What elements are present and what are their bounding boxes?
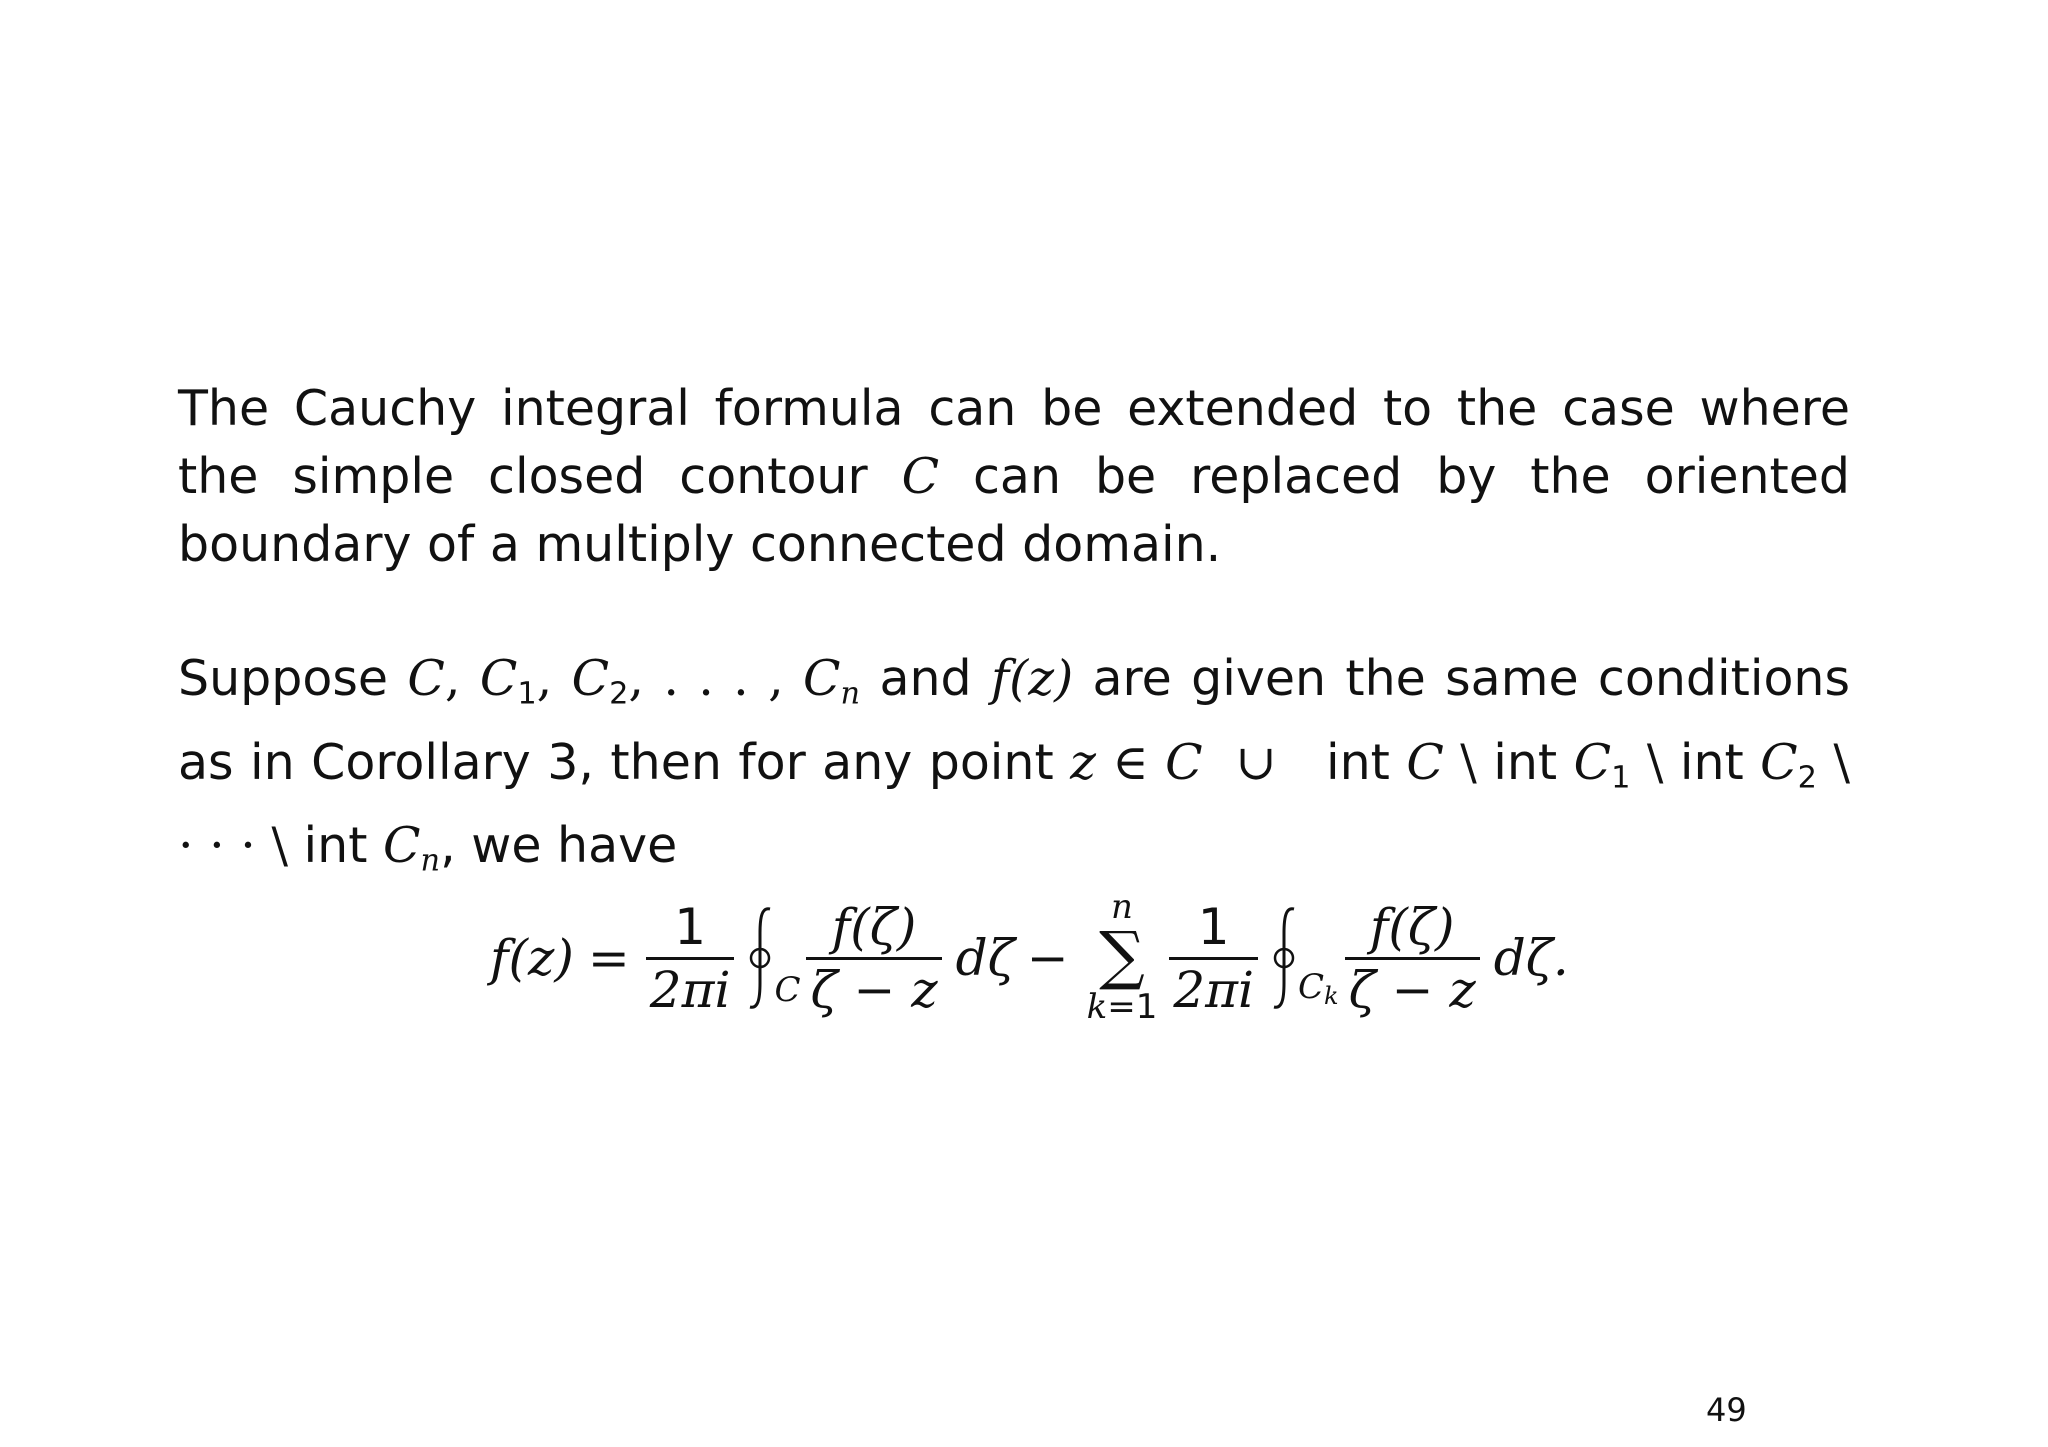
fraction-one-over-2pi-i: [1169, 897, 1258, 1020]
formula-equals: =: [587, 929, 630, 987]
formula-lhs: f(z): [490, 929, 574, 987]
math-contour-C: C: [901, 448, 940, 505]
paragraph-intro-text-1: The Cauchy integral formula can be extended to the case where the simple closed contour: [178, 380, 1850, 505]
text-int: int: [1309, 733, 1407, 791]
math-C1: [1573, 733, 1631, 795]
fraction-f-zeta-over-zeta-minus-z: [806, 897, 941, 1020]
math-C2-subscript: 2: [1797, 760, 1817, 795]
math-C2: [571, 650, 629, 712]
math-Cn: [803, 650, 861, 712]
fraction-denominator: ζ − z: [810, 960, 938, 1019]
page-number: 49: [1706, 1391, 1747, 1429]
text-we-have: , we have: [440, 817, 678, 874]
fraction-numerator: f(ζ): [831, 897, 917, 956]
fraction-numerator: 1: [674, 897, 707, 956]
text-int: int: [1679, 733, 1761, 791]
math-cup: ∪: [1202, 733, 1310, 791]
summation-sigma-icon: ∑: [1099, 919, 1145, 993]
math-C1-base: C: [1573, 733, 1612, 791]
math-Cn: [383, 817, 441, 879]
math-z-in-C: z ∈ C: [1070, 733, 1203, 791]
differential-d-zeta: dζ: [955, 929, 1015, 987]
math-Cn-subscript: n: [420, 843, 441, 879]
math-C: C: [1406, 733, 1444, 791]
fraction-denominator: ζ − z: [1348, 960, 1476, 1019]
summation-index: k: [1086, 987, 1108, 1027]
math-C2: [1760, 733, 1817, 795]
fraction-one-over-2pi-i: [646, 897, 735, 1020]
math-C1-subscript: 1: [517, 676, 537, 712]
text-conditions: are given the same conditions as in Corollary 3, then for any point: [178, 650, 1851, 791]
math-C2-subscript: 2: [609, 676, 629, 712]
math-comma: ,: [536, 650, 572, 707]
text-suppose: Suppose: [178, 650, 408, 707]
text-int: int: [1493, 733, 1574, 791]
fraction-denominator: 2πi: [1173, 960, 1255, 1019]
fraction-numerator: 1: [1197, 897, 1230, 956]
differential-d-zeta: dζ.: [1493, 929, 1569, 987]
summation-upper-limit: n: [1111, 887, 1133, 927]
paragraph-hypothesis: [178, 645, 1850, 896]
fraction-numerator: f(ζ): [1369, 897, 1455, 956]
integral-subscript-Ck: [1298, 967, 1339, 1010]
math-C: C: [407, 650, 445, 707]
integral-subscript-index: k: [1324, 982, 1339, 1010]
fraction-denominator: 2πi: [649, 960, 731, 1019]
contour-integral-icon: [1264, 903, 1304, 1013]
display-formula: [490, 878, 1569, 1038]
math-C2-base: C: [1760, 733, 1798, 791]
summation: [1087, 889, 1158, 1027]
math-Cn-base: C: [803, 650, 841, 707]
math-C2-base: C: [571, 650, 610, 707]
summation-start: 1: [1135, 987, 1158, 1027]
paragraph-intro: [178, 375, 1850, 579]
math-C1: [479, 650, 537, 712]
math-setminus: \: [1443, 733, 1494, 791]
math-Cn-subscript: n: [840, 676, 861, 712]
math-C1-subscript: 1: [1611, 760, 1631, 795]
contour-integral-icon: [740, 903, 780, 1013]
paragraph-intro-text-2: can be replaced by the oriented boundary of a multiply connected domain.: [178, 448, 1850, 573]
integral-subscript-base: C: [1298, 967, 1325, 1007]
math-setminus-dots: \ · · · \: [178, 733, 1850, 874]
text-int: int: [303, 817, 384, 874]
math-setminus: \: [1630, 733, 1680, 791]
summation-lower-limit: [1087, 987, 1158, 1027]
math-comma: ,: [444, 650, 480, 707]
math-f-of-z: f(z): [991, 650, 1074, 707]
summation-equals: =: [1107, 987, 1136, 1027]
math-ellipsis: , . . . ,: [628, 650, 804, 707]
math-C1-base: C: [479, 650, 518, 707]
formula-minus: −: [1026, 929, 1069, 987]
fraction-f-zeta-over-zeta-minus-z: [1345, 897, 1480, 1020]
text-and: and: [860, 650, 991, 707]
integral-subscript-C: C: [774, 970, 801, 1010]
math-Cn-base: C: [383, 817, 421, 874]
